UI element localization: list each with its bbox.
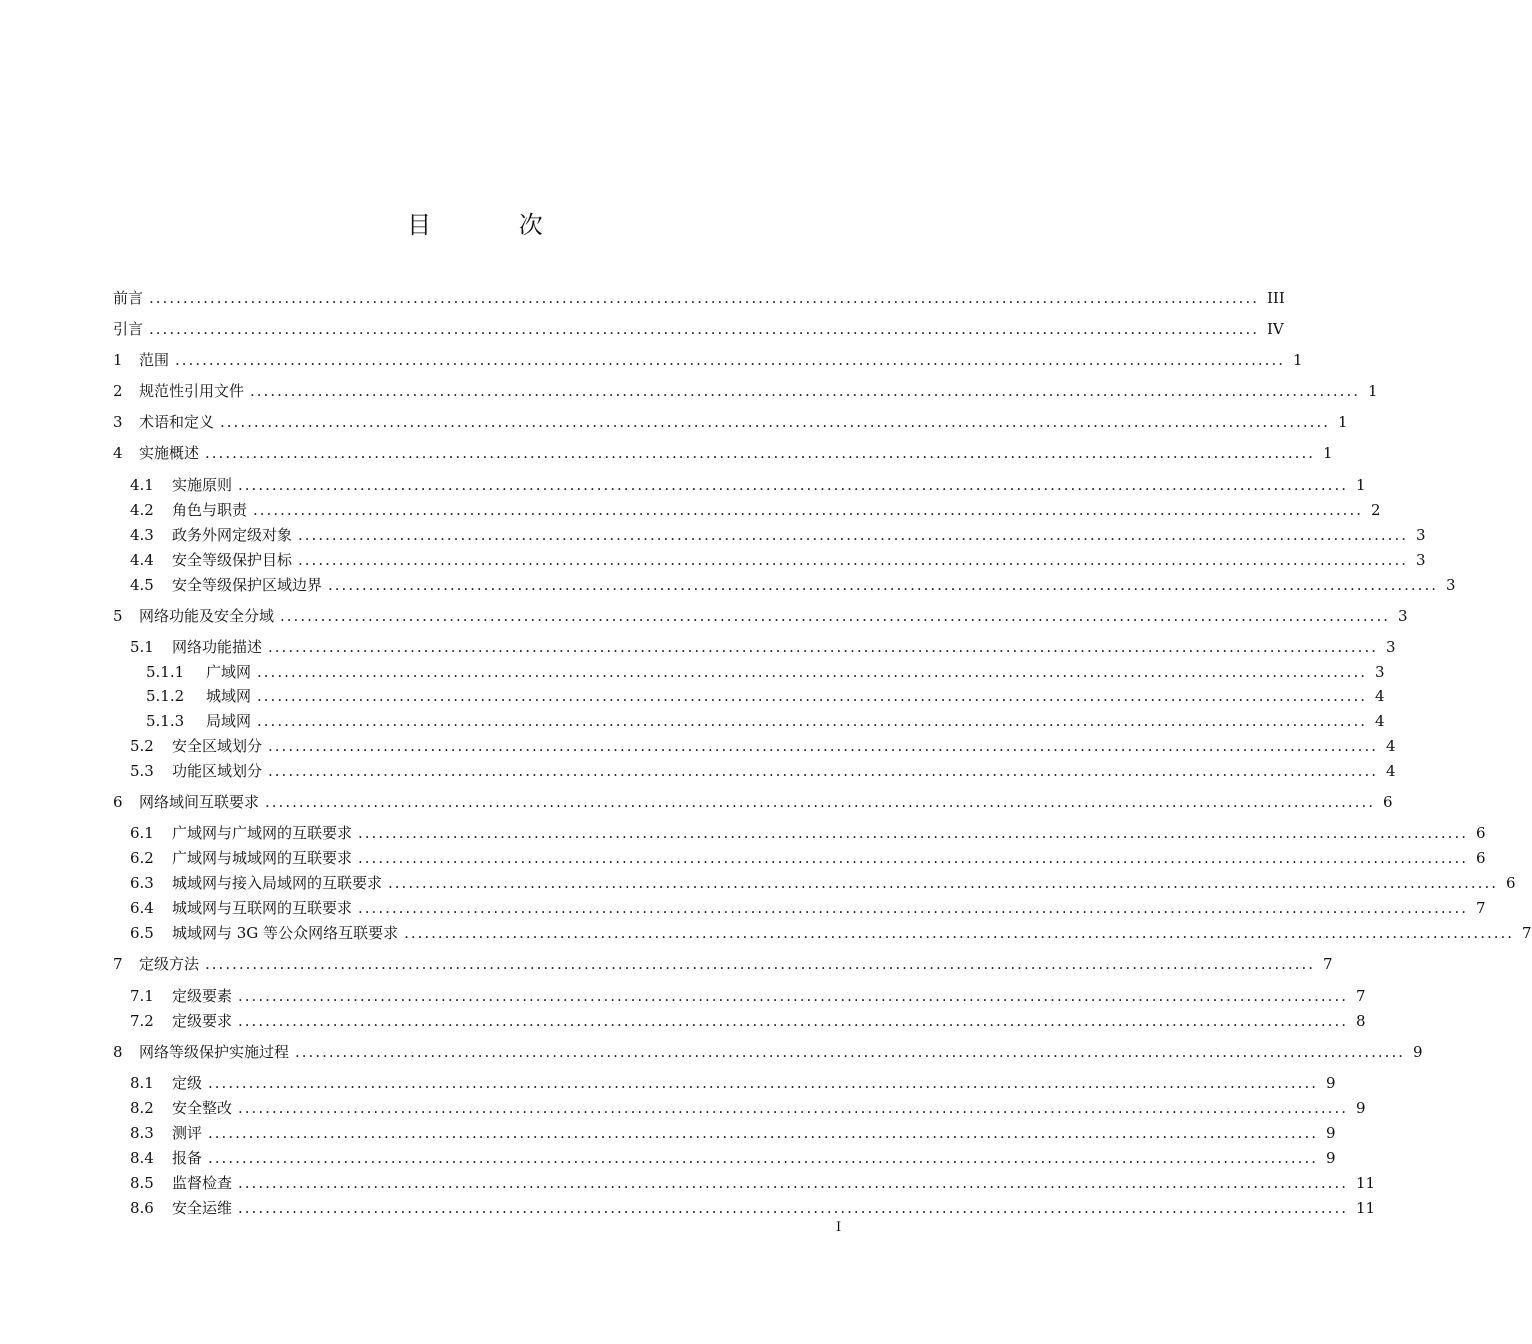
- toc-entry-number: 4: [113, 444, 123, 462]
- toc-entry-page: 8: [1355, 1012, 1366, 1030]
- page-number-footer: I: [836, 1220, 842, 1235]
- toc-entry-number: 5.1.3: [146, 712, 185, 730]
- toc-entry-number: 6.5: [130, 924, 154, 942]
- toc-dot-leader: ....................................................................................................................................................................: [238, 476, 1348, 494]
- toc-entry-number: 4.5: [130, 576, 154, 594]
- toc-entry-label: 前言: [113, 289, 144, 307]
- toc-entry[interactable]: [130, 986, 1366, 1006]
- toc-dot-leader: ....................................................................................................................................................................: [250, 382, 1360, 400]
- toc-entry[interactable]: [146, 662, 1385, 682]
- toc-entry-page: 9: [1355, 1099, 1366, 1117]
- toc-entry[interactable]: [130, 923, 1532, 943]
- toc-entry-label: 实施原则: [172, 476, 233, 494]
- toc-dot-leader: ....................................................................................................................................................................: [208, 1124, 1318, 1142]
- toc-dot-leader: ....................................................................................................................................................................: [268, 737, 1378, 755]
- toc-entry[interactable]: [130, 873, 1516, 893]
- toc-dot-leader: ....................................................................................................................................................................: [238, 1199, 1348, 1217]
- toc-dot-leader: ....................................................................................................................................................................: [238, 1174, 1348, 1192]
- toc-dot-leader: ....................................................................................................................................................................: [358, 899, 1468, 917]
- toc-dot-leader: ....................................................................................................................................................................: [404, 924, 1515, 942]
- toc-entry[interactable]: [130, 1073, 1336, 1093]
- toc-dot-leader: ....................................................................................................................................................................: [265, 793, 1375, 811]
- toc-entry-label: 定级要素: [172, 987, 233, 1005]
- toc-entry-page: 6: [1505, 874, 1516, 892]
- toc-entry-page: III: [1266, 289, 1285, 307]
- toc-entry[interactable]: [130, 500, 1381, 520]
- toc-entry-page: 6: [1475, 824, 1486, 842]
- toc-entry[interactable]: [146, 686, 1385, 706]
- toc-dot-leader: ....................................................................................................................................................................: [238, 1099, 1348, 1117]
- toc-entry-label: 网络功能及安全分域: [139, 607, 275, 625]
- toc-entry[interactable]: [130, 1173, 1376, 1193]
- toc-entry-number: 6.1: [130, 824, 154, 842]
- toc-dot-leader: ....................................................................................................................................................................: [205, 955, 1315, 973]
- toc-entry-label: 术语和定义: [139, 413, 215, 431]
- toc-entry-number: 7.2: [130, 1012, 154, 1030]
- toc-entry[interactable]: [113, 350, 1303, 370]
- toc-dot-leader: ....................................................................................................................................................................: [208, 1074, 1318, 1092]
- toc-entry-page: 2: [1370, 501, 1381, 519]
- toc-entry-label: 定级要求: [172, 1012, 233, 1030]
- toc-entry-page: 3: [1415, 526, 1426, 544]
- toc-entry-label: 安全整改: [172, 1099, 233, 1117]
- toc-entry-page: 9: [1325, 1124, 1336, 1142]
- toc-entry-label: 角色与职责: [172, 501, 248, 519]
- toc-entry-number: 4.1: [130, 476, 154, 494]
- toc-entry[interactable]: [130, 575, 1456, 595]
- toc-entry-page: 7: [1475, 899, 1486, 917]
- toc-entry-label: 功能区域划分: [172, 762, 263, 780]
- toc-dot-leader: ....................................................................................................................................................................: [257, 712, 1367, 730]
- toc-entry[interactable]: [113, 954, 1333, 974]
- toc-entry-number: 8.2: [130, 1099, 154, 1117]
- toc-entry-number: 8: [113, 1043, 123, 1061]
- toc-entry-page: IV: [1266, 320, 1284, 338]
- toc-entry-number: 1: [113, 351, 123, 369]
- toc-entry-page: 9: [1412, 1043, 1423, 1061]
- toc-entry-page: 1: [1355, 476, 1366, 494]
- toc-entry[interactable]: [146, 711, 1385, 731]
- toc-entry-page: 1: [1292, 351, 1303, 369]
- toc-entry-page: 11: [1355, 1199, 1376, 1217]
- toc-entry[interactable]: [113, 381, 1378, 401]
- toc-dot-leader: ....................................................................................................................................................................: [238, 1012, 1348, 1030]
- toc-entry-number: 8.5: [130, 1174, 154, 1192]
- toc-entry-label: 广域网与城域网的互联要求: [172, 849, 353, 867]
- toc-entry-label: 测评: [172, 1124, 203, 1142]
- toc-entry-number: 6.2: [130, 849, 154, 867]
- toc-entry-label: 广域网: [206, 663, 252, 681]
- toc-entry-page: 3: [1415, 551, 1426, 569]
- toc-entry-number: 8.6: [130, 1199, 154, 1217]
- toc-entry-label: 范围: [139, 351, 170, 369]
- toc-entry-page: 6: [1475, 849, 1486, 867]
- toc-entry-label: 政务外网定级对象: [172, 526, 293, 544]
- toc-entry-page: 1: [1322, 444, 1333, 462]
- toc-entry-page: 3: [1397, 607, 1408, 625]
- toc-entry-page: 3: [1385, 638, 1396, 656]
- toc-dot-leader: ....................................................................................................................................................................: [175, 351, 1285, 369]
- toc-entry-page: 6: [1382, 793, 1393, 811]
- toc-entry-page: 1: [1367, 382, 1378, 400]
- toc-entry[interactable]: [130, 736, 1396, 756]
- toc-entry-number: 8.1: [130, 1074, 154, 1092]
- toc-entry[interactable]: [113, 443, 1333, 463]
- toc-entry[interactable]: [130, 475, 1366, 495]
- toc-entry-label: 监督检查: [172, 1174, 233, 1192]
- toc-dot-leader: ....................................................................................................................................................................: [208, 1149, 1318, 1167]
- toc-entry[interactable]: [130, 761, 1396, 781]
- toc-dot-leader: ....................................................................................................................................................................: [253, 501, 1363, 519]
- toc-dot-leader: ....................................................................................................................................................................: [220, 413, 1330, 431]
- toc-dot-leader: ....................................................................................................................................................................: [298, 526, 1408, 544]
- toc-dot-leader: ....................................................................................................................................................................: [205, 444, 1315, 462]
- toc-dot-leader: ....................................................................................................................................................................: [280, 607, 1390, 625]
- toc-entry-label: 实施概述: [139, 444, 200, 462]
- toc-entry-page: 7: [1355, 987, 1366, 1005]
- toc-entry-label: 报备: [172, 1149, 203, 1167]
- toc-entry[interactable]: [130, 1148, 1336, 1168]
- toc-entry-page: 4: [1385, 762, 1396, 780]
- toc-dot-leader: ....................................................................................................................................................................: [328, 576, 1438, 594]
- toc-entry-page: 4: [1385, 737, 1396, 755]
- toc-entry[interactable]: [130, 1198, 1376, 1218]
- toc-entry[interactable]: [130, 525, 1426, 545]
- toc-entry[interactable]: [130, 1123, 1336, 1143]
- toc-entry[interactable]: [130, 1098, 1366, 1118]
- toc-entry[interactable]: [130, 637, 1396, 657]
- toc-entry-page: 4: [1374, 687, 1385, 705]
- toc-entry-number: 6.4: [130, 899, 154, 917]
- toc-entry-label: 城域网与接入局域网的互联要求: [172, 874, 383, 892]
- toc-dot-leader: ....................................................................................................................................................................: [388, 874, 1498, 892]
- toc-entry-label: 规范性引用文件: [139, 382, 245, 400]
- toc-dot-leader: ....................................................................................................................................................................: [268, 638, 1378, 656]
- toc-entry[interactable]: [130, 848, 1486, 868]
- toc-entry-number: 3: [113, 413, 123, 431]
- toc-entry-label: 引言: [113, 320, 144, 338]
- page-title: 目 次: [407, 211, 583, 239]
- toc-entry-page: 9: [1325, 1149, 1336, 1167]
- toc-entry-label: 城域网: [206, 687, 252, 705]
- toc-entry[interactable]: [130, 823, 1486, 843]
- toc-entry-label: 定级: [172, 1074, 203, 1092]
- toc-entry-number: 5: [113, 607, 123, 625]
- toc-entry-number: 7: [113, 955, 123, 973]
- toc-entry-page: 3: [1374, 663, 1385, 681]
- toc-entry-label: 城域网与互联网的互联要求: [172, 899, 353, 917]
- toc-entry-label: 安全区域划分: [172, 737, 263, 755]
- toc-entry[interactable]: [130, 550, 1426, 570]
- toc-entry-number: 6: [113, 793, 123, 811]
- toc-entry[interactable]: [113, 412, 1348, 432]
- toc-entry-label: 安全等级保护目标: [172, 551, 293, 569]
- toc-dot-leader: ....................................................................................................................................................................: [268, 762, 1378, 780]
- toc-entry-label: 网络功能描述: [172, 638, 263, 656]
- toc-dot-leader: ....................................................................................................................................................................: [149, 289, 1259, 307]
- toc-entry[interactable]: [113, 792, 1393, 812]
- toc-entry[interactable]: [130, 898, 1486, 918]
- toc-entry-page: 3: [1445, 576, 1456, 594]
- toc-entry-number: 5.3: [130, 762, 154, 780]
- toc-entry-number: 2: [113, 382, 123, 400]
- toc-entry-number: 8.4: [130, 1149, 154, 1167]
- toc-entry-label: 广域网与广域网的互联要求: [172, 824, 353, 842]
- toc-entry-number: 8.3: [130, 1124, 154, 1142]
- toc-entry-number: 4.2: [130, 501, 154, 519]
- toc-dot-leader: ....................................................................................................................................................................: [149, 320, 1259, 338]
- toc-dot-leader: ....................................................................................................................................................................: [358, 824, 1468, 842]
- toc-entry-number: 6.3: [130, 874, 154, 892]
- toc-entry-page: 11: [1355, 1174, 1376, 1192]
- toc-entry-page: 7: [1322, 955, 1333, 973]
- toc-entry-page: 4: [1374, 712, 1385, 730]
- toc-dot-leader: ....................................................................................................................................................................: [298, 551, 1408, 569]
- toc-entry-page: 1: [1337, 413, 1348, 431]
- toc-entry-number: 5.1.1: [146, 663, 185, 681]
- toc-entry[interactable]: [113, 606, 1408, 626]
- toc-dot-leader: ....................................................................................................................................................................: [238, 987, 1348, 1005]
- toc-entry-number: 5.2: [130, 737, 154, 755]
- toc-entry-page: 7: [1522, 924, 1532, 942]
- toc-entry-label: 安全等级保护区域边界: [172, 576, 323, 594]
- toc-entry-number: 4.4: [130, 551, 154, 569]
- toc-entry-number: 4.3: [130, 526, 154, 544]
- toc-dot-leader: ....................................................................................................................................................................: [257, 663, 1367, 681]
- toc-entry-label: 城域网与 3G 等公众网络互联要求: [172, 924, 399, 942]
- toc-entry-label: 网络域间互联要求: [139, 793, 260, 811]
- toc-entry-label: 局域网: [206, 712, 252, 730]
- toc-entry-number: 7.1: [130, 987, 154, 1005]
- toc-entry-page: 9: [1325, 1074, 1336, 1092]
- toc-entry[interactable]: [130, 1011, 1366, 1031]
- toc-entry-number: 5.1: [130, 638, 154, 656]
- toc-entry[interactable]: [113, 1042, 1423, 1062]
- toc-dot-leader: ....................................................................................................................................................................: [295, 1043, 1405, 1061]
- toc-entry[interactable]: [113, 288, 1285, 308]
- toc-entry-label: 定级方法: [139, 955, 200, 973]
- toc-entry-number: 5.1.2: [146, 687, 185, 705]
- toc-entry[interactable]: [113, 319, 1284, 339]
- toc-entry-label: 安全运维: [172, 1199, 233, 1217]
- toc-entry-label: 网络等级保护实施过程: [139, 1043, 290, 1061]
- toc-dot-leader: ....................................................................................................................................................................: [257, 687, 1367, 705]
- toc-dot-leader: ....................................................................................................................................................................: [358, 849, 1468, 867]
